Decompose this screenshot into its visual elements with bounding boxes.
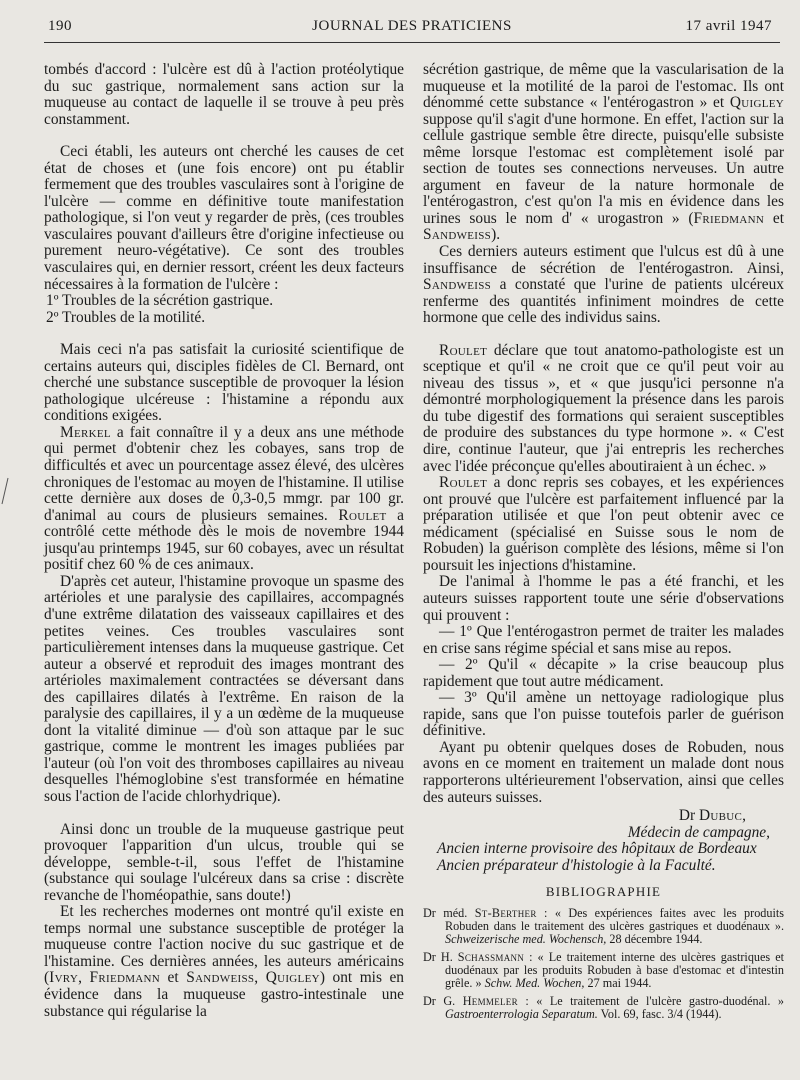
list-item: 1º Troubles de la sécrétion gastrique. (46, 292, 274, 310)
text-run: suppose qu'il s'agit d'une hormone. En effet, l'action sur la cellule gastrique semble être directe, puisqu'elle subsiste même lorsque l'estomac est complètement isolé par section de toutes ses connections nerveuses. Un autre argument en faveur de la nature hormonale de l'entérogastron, c'est qu'on l'a mis en évidence dans les urines sous le nom d' « urogastron » ( (423, 110, 784, 227)
paragraph (44, 904, 404, 1020)
text-run: Dr méd. (423, 905, 475, 920)
author-name: Dubuc (698, 807, 743, 825)
bibliography-list (423, 907, 784, 1021)
margin-pencil-mark (0, 476, 10, 506)
author-name: St-Berther (474, 905, 537, 920)
text-run: Vol. 69, fasc. 3/4 (1944). (597, 1006, 722, 1021)
text-run: et (160, 969, 187, 987)
author-name: Sandweiss (423, 226, 492, 244)
author-name: Roulet (439, 341, 488, 359)
text-run: , (254, 969, 266, 987)
signature-title: Médecin de campagne, (627, 823, 770, 841)
text-run: 28 décembre 1944. (606, 932, 703, 947)
paragraph: Ayant pu obtenir quelques doses de Robuden, nous avons en ce moment en traitement un malade dont nous rapporterons ultérieurement l'observation, ainsi que celles des auteurs suisses. (423, 738, 784, 806)
text-run: Dr (678, 807, 699, 825)
paragraph: tombés d'accord : l'ulcère est dû à l'action protéolytique du suc gastrique, normalement sans action sur la muqueuse au contact de laquelle il se trouve à peu près constamment. (44, 61, 404, 128)
paragraph (44, 425, 404, 574)
text-run: : « Des expériences faites avec les produits Robuden dans le traitement des ulcères gastriques et duodénaux ». (445, 905, 785, 934)
bibliography-entry (423, 907, 784, 947)
text-run: sécrétion gastrique, de même que la vascularisation de la muqueuse et la motilité de la paroi de l'estomac. Ils ont dénommé cette substance « l'entérogastron » et (423, 61, 784, 112)
reference-source: Schweizerische med. Wochensch, (445, 932, 607, 947)
signature-name (423, 808, 784, 825)
text-run: déclare que tout anatomo-pathologiste est un sceptique et qu'il « ne croit que ce qu'il peut voir au niveau des tissus », et « que jusqu'ici personne n'a démontré morphologiquement la présence dans les parois du tube digestif des formations qui seraient susceptibles de produire des substances du type hormone ». « C'est dire, continue l'auteur, que j'ai entrepris les recherches avec l'idée préconçue qu'elles aboutiraient à un échec. » (423, 341, 784, 475)
paragraph: De l'animal à l'homme le pas a été franchi, et les auteurs suisses rapportent toute une série d'observations qui prouvent : (423, 573, 784, 624)
text-run: a donc repris ses cobayes, et les expériences ont prouvé que l'ulcère est parfaitement influencé par la préparation utilisée et que l'on peut obtenir avec ce médicament (spécialisé en Suisse sous le nom de Robuden) la guérison complète des lésions, même si l'on poursuit les injections d'histamine. (423, 474, 784, 574)
paragraph: Ceci établi, les auteurs ont cherché les causes de cet état de choses et (une fois encore) ont pu établir fermement que des troubles vasculaires sont à l'origine de l'ulcère — comme en définitive toute manifestation pathologique, si l'on veut y regarder de près, (ces troubles vasculaires pouvant d'ailleurs être d'origine infectieuse ou purement neuro-végétative). Ce sont des troubles vasculaires qui, en dernier ressort, créent les deux facteurs nécessaires à la formation de l'ulcère : (44, 143, 404, 293)
text-run: Dr H. (423, 949, 458, 964)
author-name: Quigley (265, 969, 320, 987)
paragraph: — 2º Qu'il « décapite » la crise beaucoup plus rapidement que tout autre médicament. (423, 656, 784, 690)
journal-title: JOURNAL DES PRATICIENS (312, 18, 512, 34)
paragraph: Mais ceci n'a pas satisfait la curiosité scientifique de certains auteurs qui, disciples fidèles de Cl. Bernard, ont cherché une substance susceptible de provoquer la lésion pathologique ulcéreuse : l'histamine a répondu aux conditions exigées. (44, 341, 404, 425)
page-number: 190 (48, 18, 72, 34)
text-run: , (742, 807, 746, 825)
text-run: : « Le traitement de l'ulcère gastro-duodénal. » (517, 993, 785, 1008)
author-name: Roulet (338, 506, 387, 524)
bibliography-entry (423, 951, 784, 991)
text-run: ). (491, 226, 501, 244)
text-run: et (764, 209, 784, 227)
signature-credential: Ancien préparateur d'histologie à la Faculté. (437, 856, 716, 874)
paragraph (423, 343, 784, 475)
text-run: Dr G. (423, 993, 463, 1008)
text-run: a fait connaître il y a deux ans une méthode qui permet d'obtenir chez les cobayes, sans trop de difficultés et avec un pourcentage assez élevé, des ulcères chroniques de l'estomac au moyen de l'histamine. Il utilise cette dernière aux doses de 0,3-0,5 mmgr. par 100 gr. d'animal au cours de plusieurs semaines. (44, 423, 404, 524)
author-name: Schassmann (457, 949, 525, 964)
signature-credential: Ancien interne provisoire des hôpitaux de Bordeaux (437, 840, 757, 858)
author-name: Hemmeler (462, 993, 518, 1008)
author-name: Sandweiss (186, 969, 255, 987)
text-run: Ces derniers auteurs estiment que l'ulcus est dû à une insuffisance de sécrétion de l'entérogastron. Ainsi, (423, 243, 784, 277)
page-header (44, 14, 780, 43)
paragraph (423, 244, 784, 327)
text-run: a contrôlé cette méthode dès le mois de novembre 1944 jusqu'au printemps 1945, sur 60 cobayes, avec un résultat positif chez 60 % de ces animaux. (44, 506, 404, 574)
left-column (44, 62, 404, 1020)
author-name: Friedmann (693, 209, 765, 227)
list-item: 2º Troubles de la motilité. (46, 308, 206, 326)
paragraph (423, 475, 784, 574)
text-run: 27 mai 1944. (584, 976, 652, 991)
factor-list (44, 293, 404, 326)
author-name: Friedmann (89, 969, 161, 987)
bibliography-title: BIBLIOGRAPHIE (545, 884, 662, 900)
bibliography-entry (423, 995, 784, 1022)
author-name: Roulet (439, 474, 488, 492)
paragraph: — 1º Que l'entérogastron permet de traiter les malades en crise sans régime spécial et sans mise au repos. (423, 623, 784, 657)
issue-date: 17 avril 1947 (685, 18, 772, 34)
author-name: Quigley (729, 94, 784, 112)
paragraph: Ainsi donc un trouble de la muqueuse gastrique peut provoquer l'apparition d'un ulcus, trouble qui se développe, semble-t-il, sous l'effet de l'histamine (substance qui soulage l'ulcéreux dans sa crise : discrète revanche de l'homéopathie, sans doute!) (44, 820, 404, 904)
text-run: : « Le traitement interne des ulcères gastriques et duodénaux par les produits Robuden à base d'estomac et d'intestin grêle. » (445, 949, 784, 991)
author-name: Sandweiss (423, 276, 492, 294)
text-run: a constaté que l'urine de patients ulcéreux renferme des quantités infiniment moindres de cette hormone que celle des individus sains. (423, 276, 784, 327)
right-column (423, 62, 784, 1025)
text-run: Et les recherches modernes ont montré qu'il existe en temps normal une substance susceptible de protéger la muqueuse contre l'action nocive du suc gastrique et de l'histamine. Ces dernières années, les auteurs américains ( (44, 903, 404, 987)
reference-source: Schw. Med. Wochen, (484, 976, 585, 991)
text-run: ) ont mis en évidence dans la muqueuse gastro-intestinale une substance qui régularise la (44, 969, 404, 1020)
author-name: Ivry (49, 969, 79, 987)
paragraph (423, 62, 784, 244)
text-run: , (78, 969, 90, 987)
reference-source: Gastroenterrologia Separatum. (445, 1006, 598, 1021)
paragraph: — 3º Qu'il amène un nettoyage radiologique plus rapide, sans que l'on puisse toutefois parler de guérison définitive. (423, 689, 784, 740)
author-name: Merkel (60, 423, 111, 441)
paragraph: D'après cet auteur, l'histamine provoque un spasme des artérioles et une paralysie des capillaires, accompagnés d'une extrême dilatation des vaisseaux capillaires et des petites veines. Ces troubles vasculaires sont particulièrement intenses dans la muqueuse gastrique. Cet auteur a observé et reproduit des images montrant des artérioles maximalement contractées se déversant dans des capillaires dilatés à l'extrême. En raison de la paralysie des capillaires, il y a un œdème de la muqueuse dont la vitalité diminue — d'où son attaque par le suc gastrique, comme le montrent les images publiées par l'auteur (où l'on voit des thromboses capillaires au niveau desquelles l'hémoglobine s'est transformée en hématine sous l'action de l'acide chlorhydrique). (44, 572, 404, 805)
